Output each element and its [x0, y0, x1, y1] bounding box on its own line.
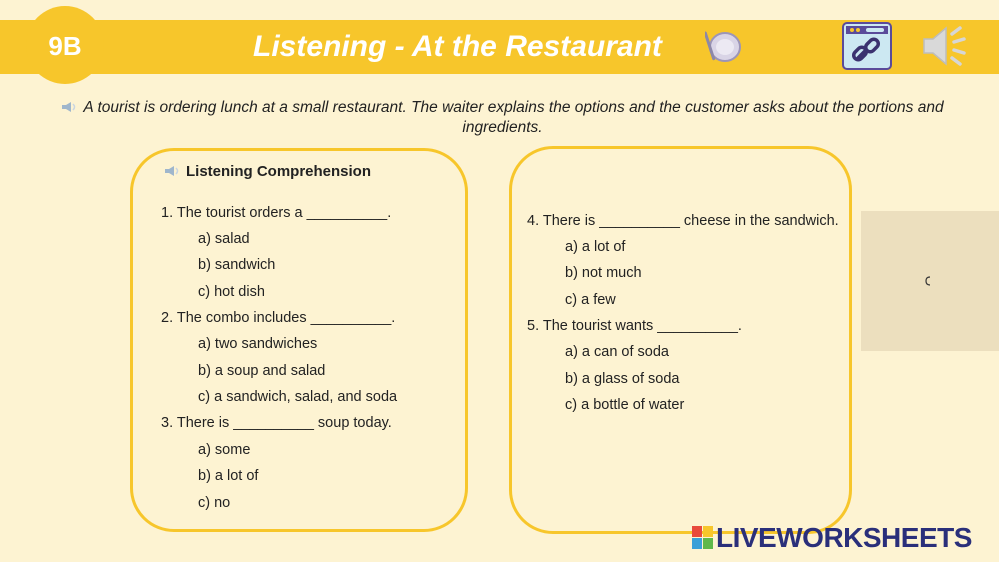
question-4: 4. There is __________ cheese in the sandwich.	[527, 213, 839, 229]
option-2b[interactable]: b) a soup and salad	[198, 363, 326, 379]
audio-icon[interactable]	[61, 101, 79, 113]
option-4b[interactable]: b) not much	[565, 265, 642, 281]
option-5a[interactable]: a) a can of soda	[565, 344, 669, 360]
questions-card-right	[509, 146, 852, 534]
audio-icon[interactable]	[164, 165, 182, 177]
option-4a[interactable]: a) a lot of	[565, 239, 626, 255]
speaker-icon[interactable]	[918, 20, 970, 72]
site-logo-text: LIVEWORKSHEETS	[716, 522, 972, 553]
cursor-icon	[924, 275, 932, 287]
question-3: 3. There is __________ soup today.	[161, 415, 392, 431]
option-3a[interactable]: a) some	[198, 442, 251, 458]
option-5b[interactable]: b) a glass of soda	[565, 371, 680, 387]
option-1b[interactable]: b) sandwich	[198, 257, 276, 273]
question-5: 5. The tourist wants __________.	[527, 318, 742, 334]
option-1a[interactable]: a) salad	[198, 231, 250, 247]
link-icon[interactable]	[842, 22, 892, 70]
option-4c[interactable]: c) a few	[565, 292, 616, 308]
instructions-text: A tourist is ordering lunch at a small restaurant. The waiter explains the options and the customer asks about the portions and ingredients.	[83, 99, 944, 136]
option-5c[interactable]: c) a bottle of water	[565, 397, 685, 413]
section-heading-text: Listening Comprehension	[186, 163, 372, 180]
instructions	[20, 98, 985, 138]
question-2: 2. The combo includes __________.	[161, 310, 396, 326]
plate-icon	[705, 28, 743, 64]
option-3b[interactable]: b) a lot of	[198, 468, 259, 484]
question-1: 1. The tourist orders a __________.	[161, 205, 392, 221]
option-1c[interactable]: c) hot dish	[198, 284, 265, 300]
option-3c[interactable]: c) no	[198, 495, 231, 511]
option-2c[interactable]: c) a sandwich, salad, and soda	[198, 389, 398, 405]
site-logo	[692, 521, 972, 555]
section-heading	[164, 162, 371, 182]
logo-icon	[692, 526, 714, 550]
page-title: Listening - At the Restaurant	[253, 30, 662, 63]
level-badge-label: 9B	[48, 31, 82, 61]
option-2a[interactable]: a) two sandwiches	[198, 336, 318, 352]
